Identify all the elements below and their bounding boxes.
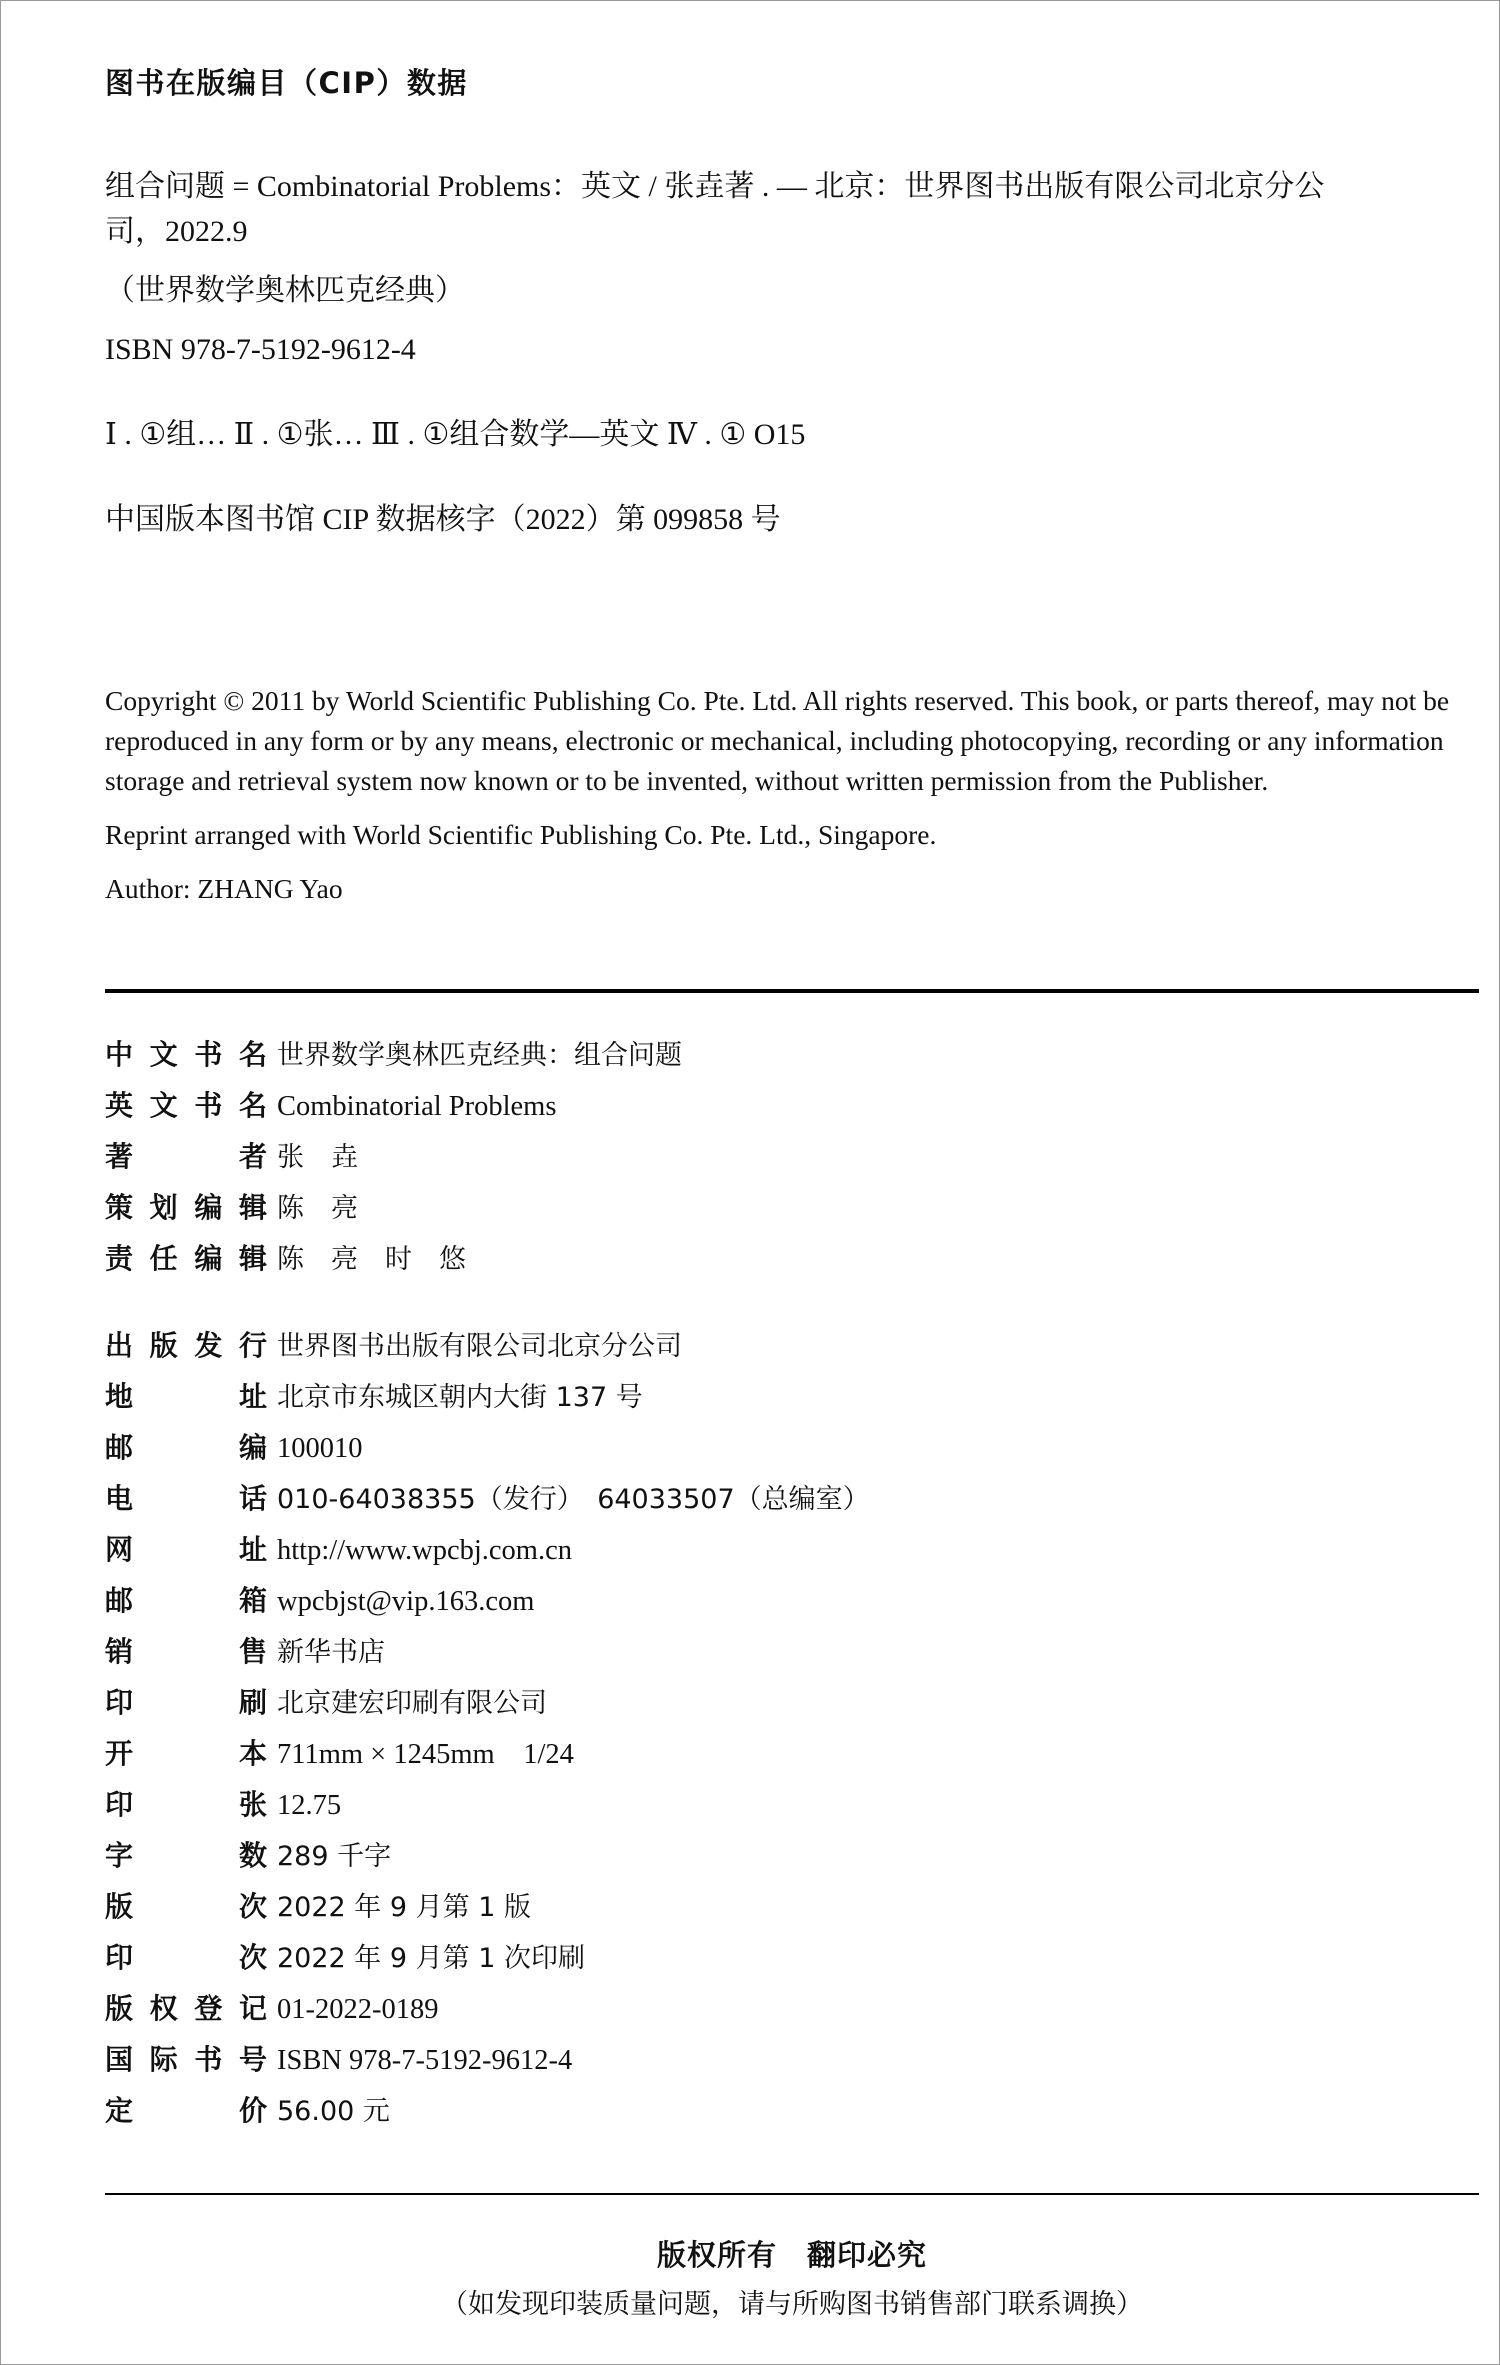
metadata-label: 印刷 [105,1686,267,1719]
metadata-row [105,1728,1479,1779]
spacer [105,801,1473,815]
metadata-value: 01-2022-0189 [277,1994,439,2025]
copyright-paragraph: Copyright © 2011 by World Scientific Publishing Co. Pte. Ltd. All rights reserved. This book, or parts thereof, may not be reproduced in any form or by any means, electronic or mechanical, including photocopying, recording or any information storage and retrieval system now known or to be invented, without written permission from the Publisher. [105,685,1450,796]
metadata-value: 北京市东城区朝内大街 137 号 [277,1382,643,1413]
cip-record-block [105,164,1480,542]
footer [105,2233,1479,2327]
metadata-row [105,2034,1479,2085]
spacer [105,457,1480,497]
metadata-value: ISBN 978-7-5192-9612-4 [277,2045,573,2076]
copyright-block [105,681,1473,909]
metadata-row [105,1881,1479,1932]
metadata-value: 新华书店 [277,1637,385,1668]
quality-notice: （如发现印装质量问题，请与所购图书销售部门联系调换） [441,2289,1143,2320]
metadata-value: 世界图书出版有限公司北京分公司 [277,1331,682,1362]
metadata-label: 版权登记 [105,1992,267,2025]
book-metadata [105,1029,1479,2136]
metadata-row [105,1524,1479,1575]
metadata-label: 国际书号 [105,2043,267,2076]
metadata-value: 陈 亮 [277,1193,358,1224]
metadata-label: 地址 [105,1380,267,1413]
metadata-label: 销售 [105,1635,267,1668]
cip-number: 中国版本图书馆 CIP 数据核字（2022）第 099858 号 [105,503,781,536]
metadata-row [105,1473,1479,1524]
metadata-row [105,1677,1479,1728]
metadata-row [105,1575,1479,1626]
page-content [105,1,1480,2365]
copyright-statement: 版权所有 翻印必究 [656,2238,927,2272]
metadata-value: 010-64038355（发行） 64033507（总编室） [277,1484,870,1515]
cip-classification: Ⅰ . ①组… Ⅱ . ①张… Ⅲ . ①组合数学—英文 Ⅳ . ① O15 [105,418,806,451]
metadata-label: 英文书名 [105,1089,267,1122]
spacer [105,313,1480,327]
metadata-value: 56.00 元 [277,2096,390,2127]
metadata-label: 电话 [105,1482,267,1515]
cip-series: （世界数学奥林匹克经典） [105,274,465,307]
divider-top [105,989,1479,993]
metadata-value: 289 千字 [277,1841,392,1872]
metadata-row [105,1131,1479,1182]
metadata-value: 张 垚 [277,1142,358,1173]
metadata-label: 邮箱 [105,1584,267,1617]
metadata-value: http://www.wpcbj.com.cn [277,1535,572,1566]
metadata-row [105,1371,1479,1422]
metadata-label: 责任编辑 [105,1242,267,1275]
metadata-value: 100010 [277,1433,363,1464]
metadata-value: 2022 年 9 月第 1 次印刷 [277,1943,585,1974]
metadata-label: 字数 [105,1839,267,1872]
metadata-label: 印张 [105,1788,267,1821]
metadata-value: 2022 年 9 月第 1 版 [277,1892,531,1923]
metadata-value: 711mm × 1245mm 1/24 [277,1739,574,1770]
metadata-row [105,1233,1479,1284]
metadata-value: 12.75 [277,1790,342,1821]
metadata-group-title [105,1029,1479,1284]
metadata-value: wpcbjst@vip.163.com [277,1586,535,1617]
metadata-label: 著者 [105,1140,267,1173]
metadata-row [105,1626,1479,1677]
spacer [105,372,1480,412]
cip-title-line-1: 组合问题 = Combinatorial Problems：英文 / 张垚著 . — 北京：世界图书出版有限公司北京分公 [105,170,1325,203]
metadata-row [105,1320,1479,1371]
metadata-label: 印次 [105,1941,267,1974]
metadata-row [105,1080,1479,1131]
spacer [105,855,1473,869]
metadata-value: 世界数学奥林匹克经典：组合问题 [277,1040,682,1071]
spacer [105,254,1480,268]
cip-title-line-2: 司，2022.9 [105,215,248,248]
cip-heading: 图书在版编目（CIP）数据 [105,66,468,100]
metadata-group-publisher [105,1320,1479,2136]
metadata-label: 邮编 [105,1431,267,1464]
cip-isbn: ISBN 978-7-5192-9612-4 [105,333,416,366]
metadata-row [105,1983,1479,2034]
divider-bottom [105,2193,1479,2195]
metadata-row [105,1029,1479,1080]
metadata-label: 出版发行 [105,1329,267,1362]
metadata-row [105,1830,1479,1881]
spacer [105,1284,1479,1320]
reprint-notice: Reprint arranged with World Scientific Publishing Co. Pte. Ltd., Singapore. [105,819,937,850]
metadata-value: Combinatorial Problems [277,1091,557,1122]
metadata-label: 定价 [105,2094,267,2127]
author-line: Author: ZHANG Yao [105,873,343,904]
metadata-row [105,2085,1479,2136]
metadata-value: 陈 亮 时 悠 [277,1244,466,1275]
metadata-row [105,1779,1479,1830]
metadata-label: 中文书名 [105,1038,267,1071]
metadata-label: 策划编辑 [105,1191,267,1224]
metadata-label: 开本 [105,1737,267,1770]
metadata-label: 网址 [105,1533,267,1566]
metadata-value: 北京建宏印刷有限公司 [277,1688,547,1719]
metadata-label: 版次 [105,1890,267,1923]
metadata-row [105,1932,1479,1983]
metadata-row [105,1182,1479,1233]
metadata-row [105,1422,1479,1473]
